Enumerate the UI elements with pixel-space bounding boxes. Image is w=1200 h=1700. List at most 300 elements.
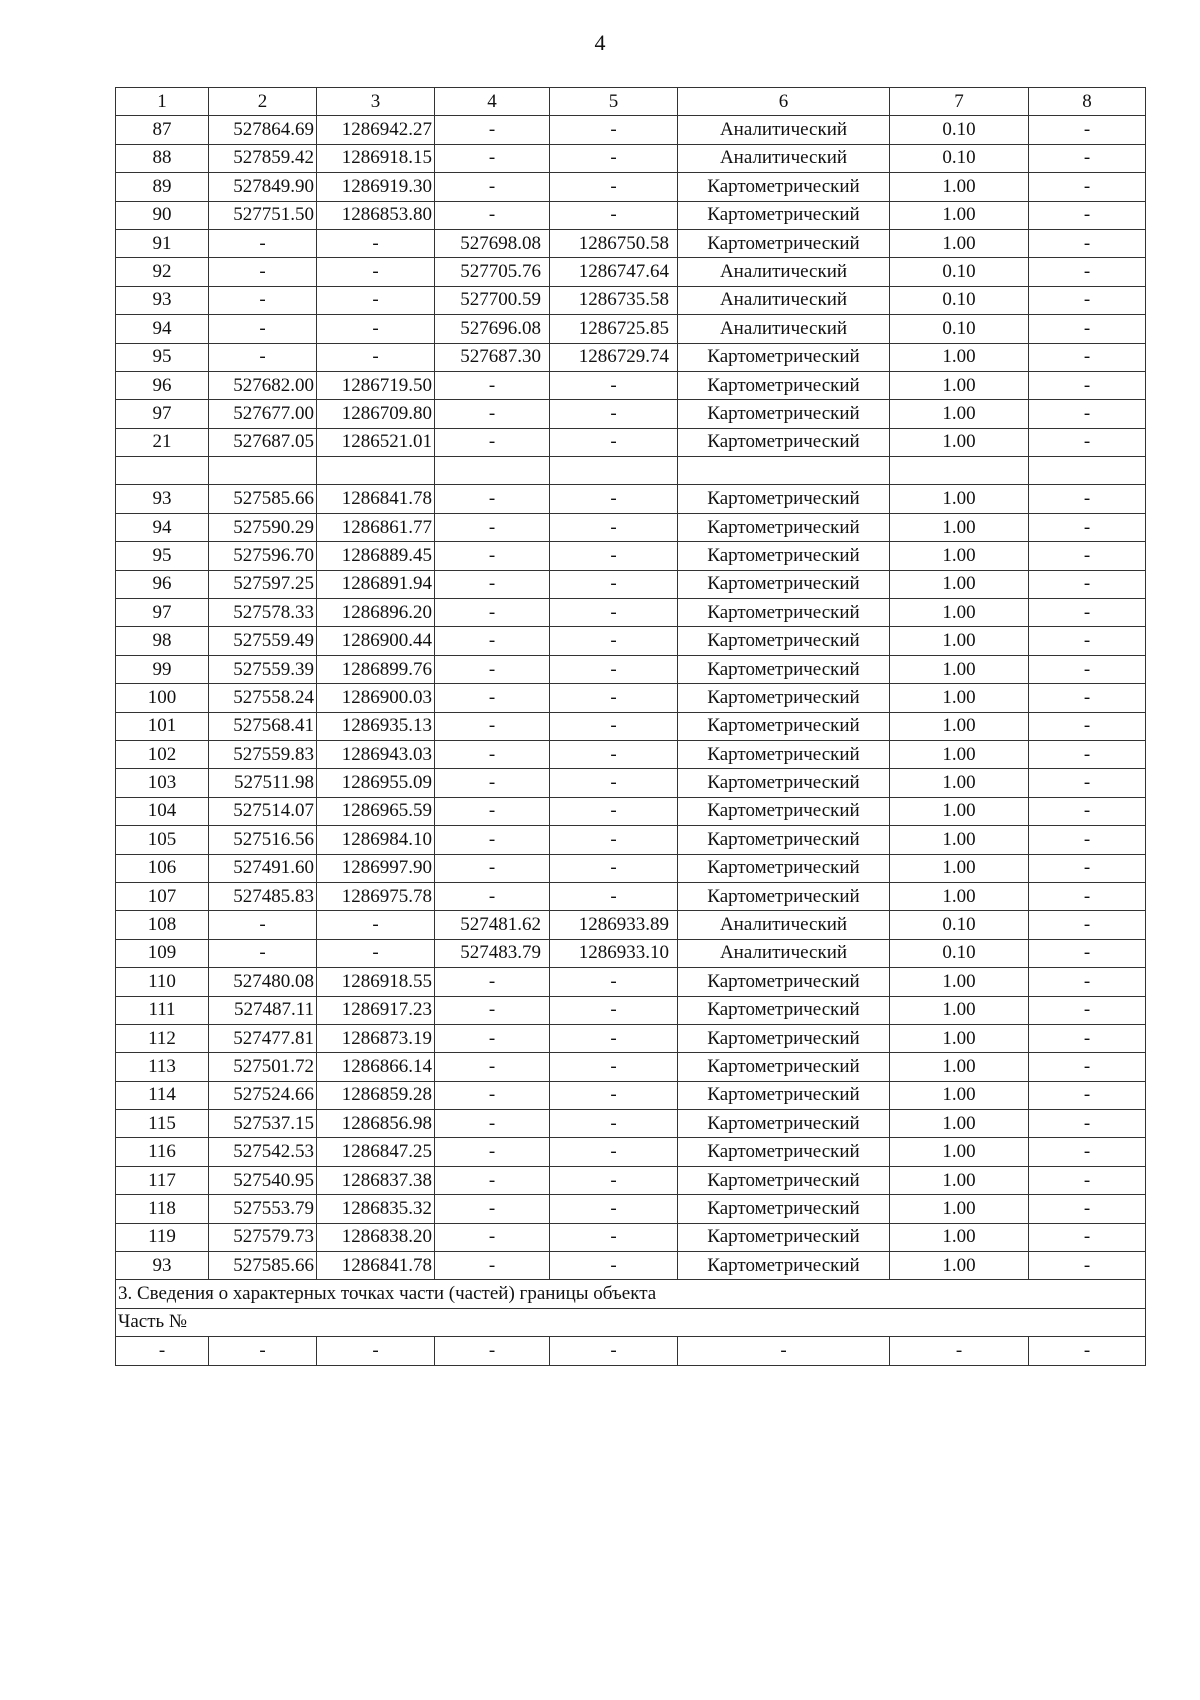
table-body — [116, 88, 1146, 1366]
table-cell: 0.10 — [890, 315, 1029, 343]
table-row — [116, 854, 1146, 882]
table-cell: Картометрический — [678, 1053, 890, 1081]
part-label-row — [116, 1308, 1146, 1336]
table-cell: 1286847.25 — [317, 1138, 435, 1166]
table-row — [116, 797, 1146, 825]
table-cell: - — [1029, 1166, 1146, 1194]
table-cell: 1286838.20 — [317, 1223, 435, 1251]
table-cell: - — [435, 712, 550, 740]
table-row — [116, 1138, 1146, 1166]
table-row — [116, 229, 1146, 257]
table-cell: 1286837.38 — [317, 1166, 435, 1194]
table-cell: Картометрический — [678, 996, 890, 1024]
table-cell: 527700.59 — [435, 286, 550, 314]
table-cell: 1.00 — [890, 485, 1029, 513]
table-cell: 114 — [116, 1081, 209, 1109]
table-cell: - — [435, 542, 550, 570]
table-cell: - — [550, 826, 678, 854]
table-cell: 527524.66 — [209, 1081, 317, 1109]
table-cell: 1286984.10 — [317, 826, 435, 854]
table-cell: - — [435, 882, 550, 910]
table-cell: 1286835.32 — [317, 1195, 435, 1223]
table-cell: - — [550, 1024, 678, 1052]
table-cell: - — [1029, 371, 1146, 399]
section-title: 3. Сведения о характерных точках части (частей) границы объекта — [116, 1280, 1146, 1308]
table-cell: 1286521.01 — [317, 428, 435, 456]
table-cell: 527590.29 — [209, 513, 317, 541]
table-row — [116, 1110, 1146, 1138]
table-cell: - — [550, 882, 678, 910]
table-cell: 93 — [116, 485, 209, 513]
table-cell: 1286873.19 — [317, 1024, 435, 1052]
table-row — [116, 201, 1146, 229]
table-cell: 1286709.80 — [317, 400, 435, 428]
table-cell: - — [435, 1110, 550, 1138]
table-cell: Картометрический — [678, 655, 890, 683]
table-row — [116, 911, 1146, 939]
table-row — [116, 400, 1146, 428]
table-cell: 96 — [116, 371, 209, 399]
table-row — [116, 286, 1146, 314]
table-cell: - — [1029, 684, 1146, 712]
table-cell: 1.00 — [890, 769, 1029, 797]
table-cell: - — [435, 1081, 550, 1109]
table-cell: Аналитический — [678, 911, 890, 939]
table-cell: - — [1029, 144, 1146, 172]
table-cell: 527491.60 — [209, 854, 317, 882]
table-cell: - — [435, 201, 550, 229]
table-cell — [678, 457, 890, 485]
table-cell: - — [317, 258, 435, 286]
table-cell: - — [435, 740, 550, 768]
table-cell: - — [1029, 854, 1146, 882]
table-cell: 1286866.14 — [317, 1053, 435, 1081]
table-cell: - — [1029, 769, 1146, 797]
table-row — [116, 1166, 1146, 1194]
table-cell: 1.00 — [890, 712, 1029, 740]
table-cell: 527698.08 — [435, 229, 550, 257]
table-row — [116, 570, 1146, 598]
table-cell: - — [550, 144, 678, 172]
table-cell: - — [435, 1166, 550, 1194]
table-cell: Картометрический — [678, 343, 890, 371]
table-row — [116, 826, 1146, 854]
table-cell: - — [550, 1053, 678, 1081]
page-number: 4 — [594, 30, 606, 55]
table-cell: - — [435, 173, 550, 201]
table-cell: 1.00 — [890, 173, 1029, 201]
table-cell: 527696.08 — [435, 315, 550, 343]
table-cell: - — [550, 485, 678, 513]
table-cell: - — [550, 428, 678, 456]
table-cell: 118 — [116, 1195, 209, 1223]
table-cell: 1286955.09 — [317, 769, 435, 797]
table-cell: 1286719.50 — [317, 371, 435, 399]
table-cell: Картометрический — [678, 826, 890, 854]
table-cell: 117 — [116, 1166, 209, 1194]
table-cell: - — [1029, 315, 1146, 343]
table-row — [116, 740, 1146, 768]
table-cell: Картометрический — [678, 1110, 890, 1138]
table-cell: Картометрический — [678, 882, 890, 910]
table-cell: - — [435, 996, 550, 1024]
table-cell: - — [435, 1024, 550, 1052]
table-cell: 8 — [1029, 88, 1146, 116]
table-cell: 1286750.58 — [550, 229, 678, 257]
table-row — [116, 684, 1146, 712]
table-row — [116, 513, 1146, 541]
table-cell: - — [435, 1195, 550, 1223]
table-cell: 527579.73 — [209, 1223, 317, 1251]
table-cell — [1029, 457, 1146, 485]
table-cell: 527559.83 — [209, 740, 317, 768]
table-cell: 1286933.10 — [550, 939, 678, 967]
table-cell: - — [550, 740, 678, 768]
table-cell: Картометрический — [678, 627, 890, 655]
table-row — [116, 968, 1146, 996]
table-cell: 1286942.27 — [317, 116, 435, 144]
table-cell: - — [435, 1138, 550, 1166]
table-cell: - — [1029, 1024, 1146, 1052]
table-row — [116, 769, 1146, 797]
table-row — [116, 1053, 1146, 1081]
table-cell: - — [435, 684, 550, 712]
table-cell: 1.00 — [890, 1081, 1029, 1109]
table-cell: 1.00 — [890, 1223, 1029, 1251]
table-row — [116, 485, 1146, 513]
table-cell: - — [435, 570, 550, 598]
table-row — [116, 457, 1146, 485]
table-cell: 115 — [116, 1110, 209, 1138]
table-cell: 527864.69 — [209, 116, 317, 144]
table-cell: - — [1029, 258, 1146, 286]
table-cell: 3 — [317, 88, 435, 116]
table-cell: 88 — [116, 144, 209, 172]
table-cell: 102 — [116, 740, 209, 768]
table-cell: 0.10 — [890, 939, 1029, 967]
table-cell: - — [435, 826, 550, 854]
table-cell: - — [550, 712, 678, 740]
table-cell: - — [1029, 1081, 1146, 1109]
table-cell: 1.00 — [890, 513, 1029, 541]
table-cell: 1 — [116, 88, 209, 116]
table-cell: - — [1029, 1252, 1146, 1280]
table-cell: Картометрический — [678, 400, 890, 428]
table-cell: 90 — [116, 201, 209, 229]
table-cell: - — [435, 485, 550, 513]
table-cell: - — [1029, 939, 1146, 967]
table-cell: - — [209, 939, 317, 967]
table-cell: - — [435, 371, 550, 399]
table-cell: 1.00 — [890, 1195, 1029, 1223]
table-cell — [435, 457, 550, 485]
table-cell: 1286918.55 — [317, 968, 435, 996]
table-cell: 1.00 — [890, 201, 1029, 229]
table-cell: - — [550, 854, 678, 882]
table-cell: - — [317, 939, 435, 967]
table-cell: 527516.56 — [209, 826, 317, 854]
table-cell: 116 — [116, 1138, 209, 1166]
table-cell: - — [890, 1337, 1029, 1365]
table-cell: 1.00 — [890, 428, 1029, 456]
table-row — [116, 1252, 1146, 1280]
table-row — [116, 882, 1146, 910]
table-cell: 92 — [116, 258, 209, 286]
table-cell: 103 — [116, 769, 209, 797]
table-cell: 1286965.59 — [317, 797, 435, 825]
table-cell: - — [550, 627, 678, 655]
table-cell: 1286891.94 — [317, 570, 435, 598]
table-cell: 527682.00 — [209, 371, 317, 399]
table-cell: - — [1029, 826, 1146, 854]
table-cell: 95 — [116, 343, 209, 371]
table-cell: 93 — [116, 1252, 209, 1280]
table-cell — [116, 457, 209, 485]
table-cell: 1286853.80 — [317, 201, 435, 229]
table-cell: 527487.11 — [209, 996, 317, 1024]
table-cell: 94 — [116, 315, 209, 343]
table-cell: 527558.24 — [209, 684, 317, 712]
table-cell: 0.10 — [890, 911, 1029, 939]
table-cell: 97 — [116, 400, 209, 428]
table-cell: Картометрический — [678, 1138, 890, 1166]
table-cell: - — [550, 684, 678, 712]
table-cell: 1.00 — [890, 826, 1029, 854]
table-header-row — [116, 88, 1146, 116]
table-cell: 1.00 — [890, 1053, 1029, 1081]
table-cell: - — [1029, 116, 1146, 144]
table-cell: Картометрический — [678, 712, 890, 740]
table-cell: - — [550, 1223, 678, 1251]
table-cell: 110 — [116, 968, 209, 996]
table-cell: - — [435, 797, 550, 825]
table-cell — [550, 457, 678, 485]
table-cell: 527585.66 — [209, 485, 317, 513]
table-cell: Картометрический — [678, 684, 890, 712]
table-cell: 89 — [116, 173, 209, 201]
table-cell: 0.10 — [890, 286, 1029, 314]
table-cell: Картометрический — [678, 740, 890, 768]
table-cell: 1.00 — [890, 400, 1029, 428]
table-cell: Аналитический — [678, 286, 890, 314]
table-cell: 104 — [116, 797, 209, 825]
table-cell: 527485.83 — [209, 882, 317, 910]
table-cell: 98 — [116, 627, 209, 655]
table-cell: 527559.49 — [209, 627, 317, 655]
table-cell: 527597.25 — [209, 570, 317, 598]
table-cell: - — [550, 996, 678, 1024]
table-cell: - — [1029, 882, 1146, 910]
table-cell: Картометрический — [678, 1252, 890, 1280]
table-cell: - — [550, 513, 678, 541]
table-cell: Картометрический — [678, 599, 890, 627]
table-cell: - — [550, 1166, 678, 1194]
table-cell: 1.00 — [890, 1110, 1029, 1138]
table-cell: 94 — [116, 513, 209, 541]
table-cell: - — [435, 769, 550, 797]
table-cell: 527559.39 — [209, 655, 317, 683]
table-cell: - — [209, 229, 317, 257]
table-cell: - — [116, 1337, 209, 1365]
table-cell: - — [435, 116, 550, 144]
table-cell: - — [550, 797, 678, 825]
table-cell: - — [209, 258, 317, 286]
table-cell: Аналитический — [678, 939, 890, 967]
table-cell: - — [1029, 740, 1146, 768]
table-cell: Аналитический — [678, 258, 890, 286]
table-cell: 1.00 — [890, 1138, 1029, 1166]
table-cell: 1286859.28 — [317, 1081, 435, 1109]
table-cell: 1.00 — [890, 599, 1029, 627]
table-cell: - — [550, 769, 678, 797]
table-row — [116, 343, 1146, 371]
table-cell: 6 — [678, 88, 890, 116]
table-cell: 527705.76 — [435, 258, 550, 286]
table-cell: Картометрический — [678, 513, 890, 541]
table-cell: - — [435, 400, 550, 428]
table-cell: - — [435, 968, 550, 996]
table-cell: - — [550, 1138, 678, 1166]
table-cell: 0.10 — [890, 258, 1029, 286]
table-cell: 111 — [116, 996, 209, 1024]
table-cell: - — [550, 1081, 678, 1109]
table-cell: 1286917.23 — [317, 996, 435, 1024]
table-row — [116, 1081, 1146, 1109]
table-cell: 1.00 — [890, 627, 1029, 655]
table-cell: 1286856.98 — [317, 1110, 435, 1138]
table-cell: 1.00 — [890, 684, 1029, 712]
table-cell: 91 — [116, 229, 209, 257]
table-row — [116, 1223, 1146, 1251]
table-cell: 109 — [116, 939, 209, 967]
table-cell: Аналитический — [678, 116, 890, 144]
table-cell: Картометрический — [678, 201, 890, 229]
table-cell: 527849.90 — [209, 173, 317, 201]
table-cell: Аналитический — [678, 144, 890, 172]
table-cell: - — [550, 173, 678, 201]
table-cell: 1.00 — [890, 655, 1029, 683]
table-cell: 87 — [116, 116, 209, 144]
table-row — [116, 996, 1146, 1024]
table-cell: 527585.66 — [209, 1252, 317, 1280]
table-cell: 1286933.89 — [550, 911, 678, 939]
table-cell: 95 — [116, 542, 209, 570]
table-cell: 527596.70 — [209, 542, 317, 570]
table-cell: 0.10 — [890, 144, 1029, 172]
table-row — [116, 1337, 1146, 1365]
table-cell: - — [1029, 542, 1146, 570]
table-row — [116, 627, 1146, 655]
table-row — [116, 1195, 1146, 1223]
table-cell: - — [550, 570, 678, 598]
table-cell: - — [678, 1337, 890, 1365]
table-cell: 112 — [116, 1024, 209, 1052]
table-cell: 1286861.77 — [317, 513, 435, 541]
table-cell: 527514.07 — [209, 797, 317, 825]
table-cell: 527483.79 — [435, 939, 550, 967]
table-cell: - — [1029, 400, 1146, 428]
table-cell: - — [1029, 428, 1146, 456]
table-row — [116, 599, 1146, 627]
table-cell: 96 — [116, 570, 209, 598]
table-cell: 527751.50 — [209, 201, 317, 229]
table-cell: - — [209, 1337, 317, 1365]
table-cell: 0.10 — [890, 116, 1029, 144]
table-cell: 527501.72 — [209, 1053, 317, 1081]
table-cell: Картометрический — [678, 371, 890, 399]
table-cell: 1286841.78 — [317, 1252, 435, 1280]
table-cell: 527859.42 — [209, 144, 317, 172]
table-cell: 99 — [116, 655, 209, 683]
table-cell: - — [1029, 911, 1146, 939]
table-row — [116, 542, 1146, 570]
table-cell: 1286725.85 — [550, 315, 678, 343]
table-cell: 119 — [116, 1223, 209, 1251]
table-cell: 1.00 — [890, 229, 1029, 257]
table-cell: 1.00 — [890, 854, 1029, 882]
table-cell: - — [209, 286, 317, 314]
table-cell: 1286747.64 — [550, 258, 678, 286]
table-cell: 1286729.74 — [550, 343, 678, 371]
table-row — [116, 116, 1146, 144]
table-cell: - — [1029, 599, 1146, 627]
table-cell: - — [209, 911, 317, 939]
table-cell: 1286975.78 — [317, 882, 435, 910]
table-cell: - — [1029, 173, 1146, 201]
table-cell: - — [550, 968, 678, 996]
table-cell: 108 — [116, 911, 209, 939]
table-cell: - — [435, 854, 550, 882]
table-cell: 527578.33 — [209, 599, 317, 627]
table-cell: Картометрический — [678, 797, 890, 825]
table-cell: - — [550, 1110, 678, 1138]
table-cell: 1.00 — [890, 343, 1029, 371]
table-cell: 527481.62 — [435, 911, 550, 939]
table-row — [116, 315, 1146, 343]
table-cell: - — [317, 315, 435, 343]
table-cell: - — [435, 144, 550, 172]
table-cell: Картометрический — [678, 1024, 890, 1052]
table-cell: 1286841.78 — [317, 485, 435, 513]
table-cell: 97 — [116, 599, 209, 627]
table-cell: - — [435, 655, 550, 683]
table-cell: - — [1029, 655, 1146, 683]
table-cell: 105 — [116, 826, 209, 854]
table-cell — [209, 457, 317, 485]
table-cell: 1286735.58 — [550, 286, 678, 314]
table-row — [116, 258, 1146, 286]
table-cell: - — [550, 599, 678, 627]
table-cell: - — [1029, 1138, 1146, 1166]
table-cell: 1.00 — [890, 542, 1029, 570]
table-cell: Картометрический — [678, 854, 890, 882]
table-cell: 100 — [116, 684, 209, 712]
table-cell: 1.00 — [890, 968, 1029, 996]
table-cell: - — [435, 1252, 550, 1280]
table-cell: - — [1029, 201, 1146, 229]
table-cell: - — [435, 513, 550, 541]
table-cell: - — [1029, 627, 1146, 655]
table-cell: - — [550, 542, 678, 570]
table-cell: Картометрический — [678, 173, 890, 201]
table-cell: Картометрический — [678, 570, 890, 598]
table-cell: Картометрический — [678, 1223, 890, 1251]
table-cell: - — [435, 627, 550, 655]
table-cell: - — [1029, 968, 1146, 996]
table-cell: 1.00 — [890, 996, 1029, 1024]
table-cell: Картометрический — [678, 769, 890, 797]
table-cell: - — [317, 343, 435, 371]
